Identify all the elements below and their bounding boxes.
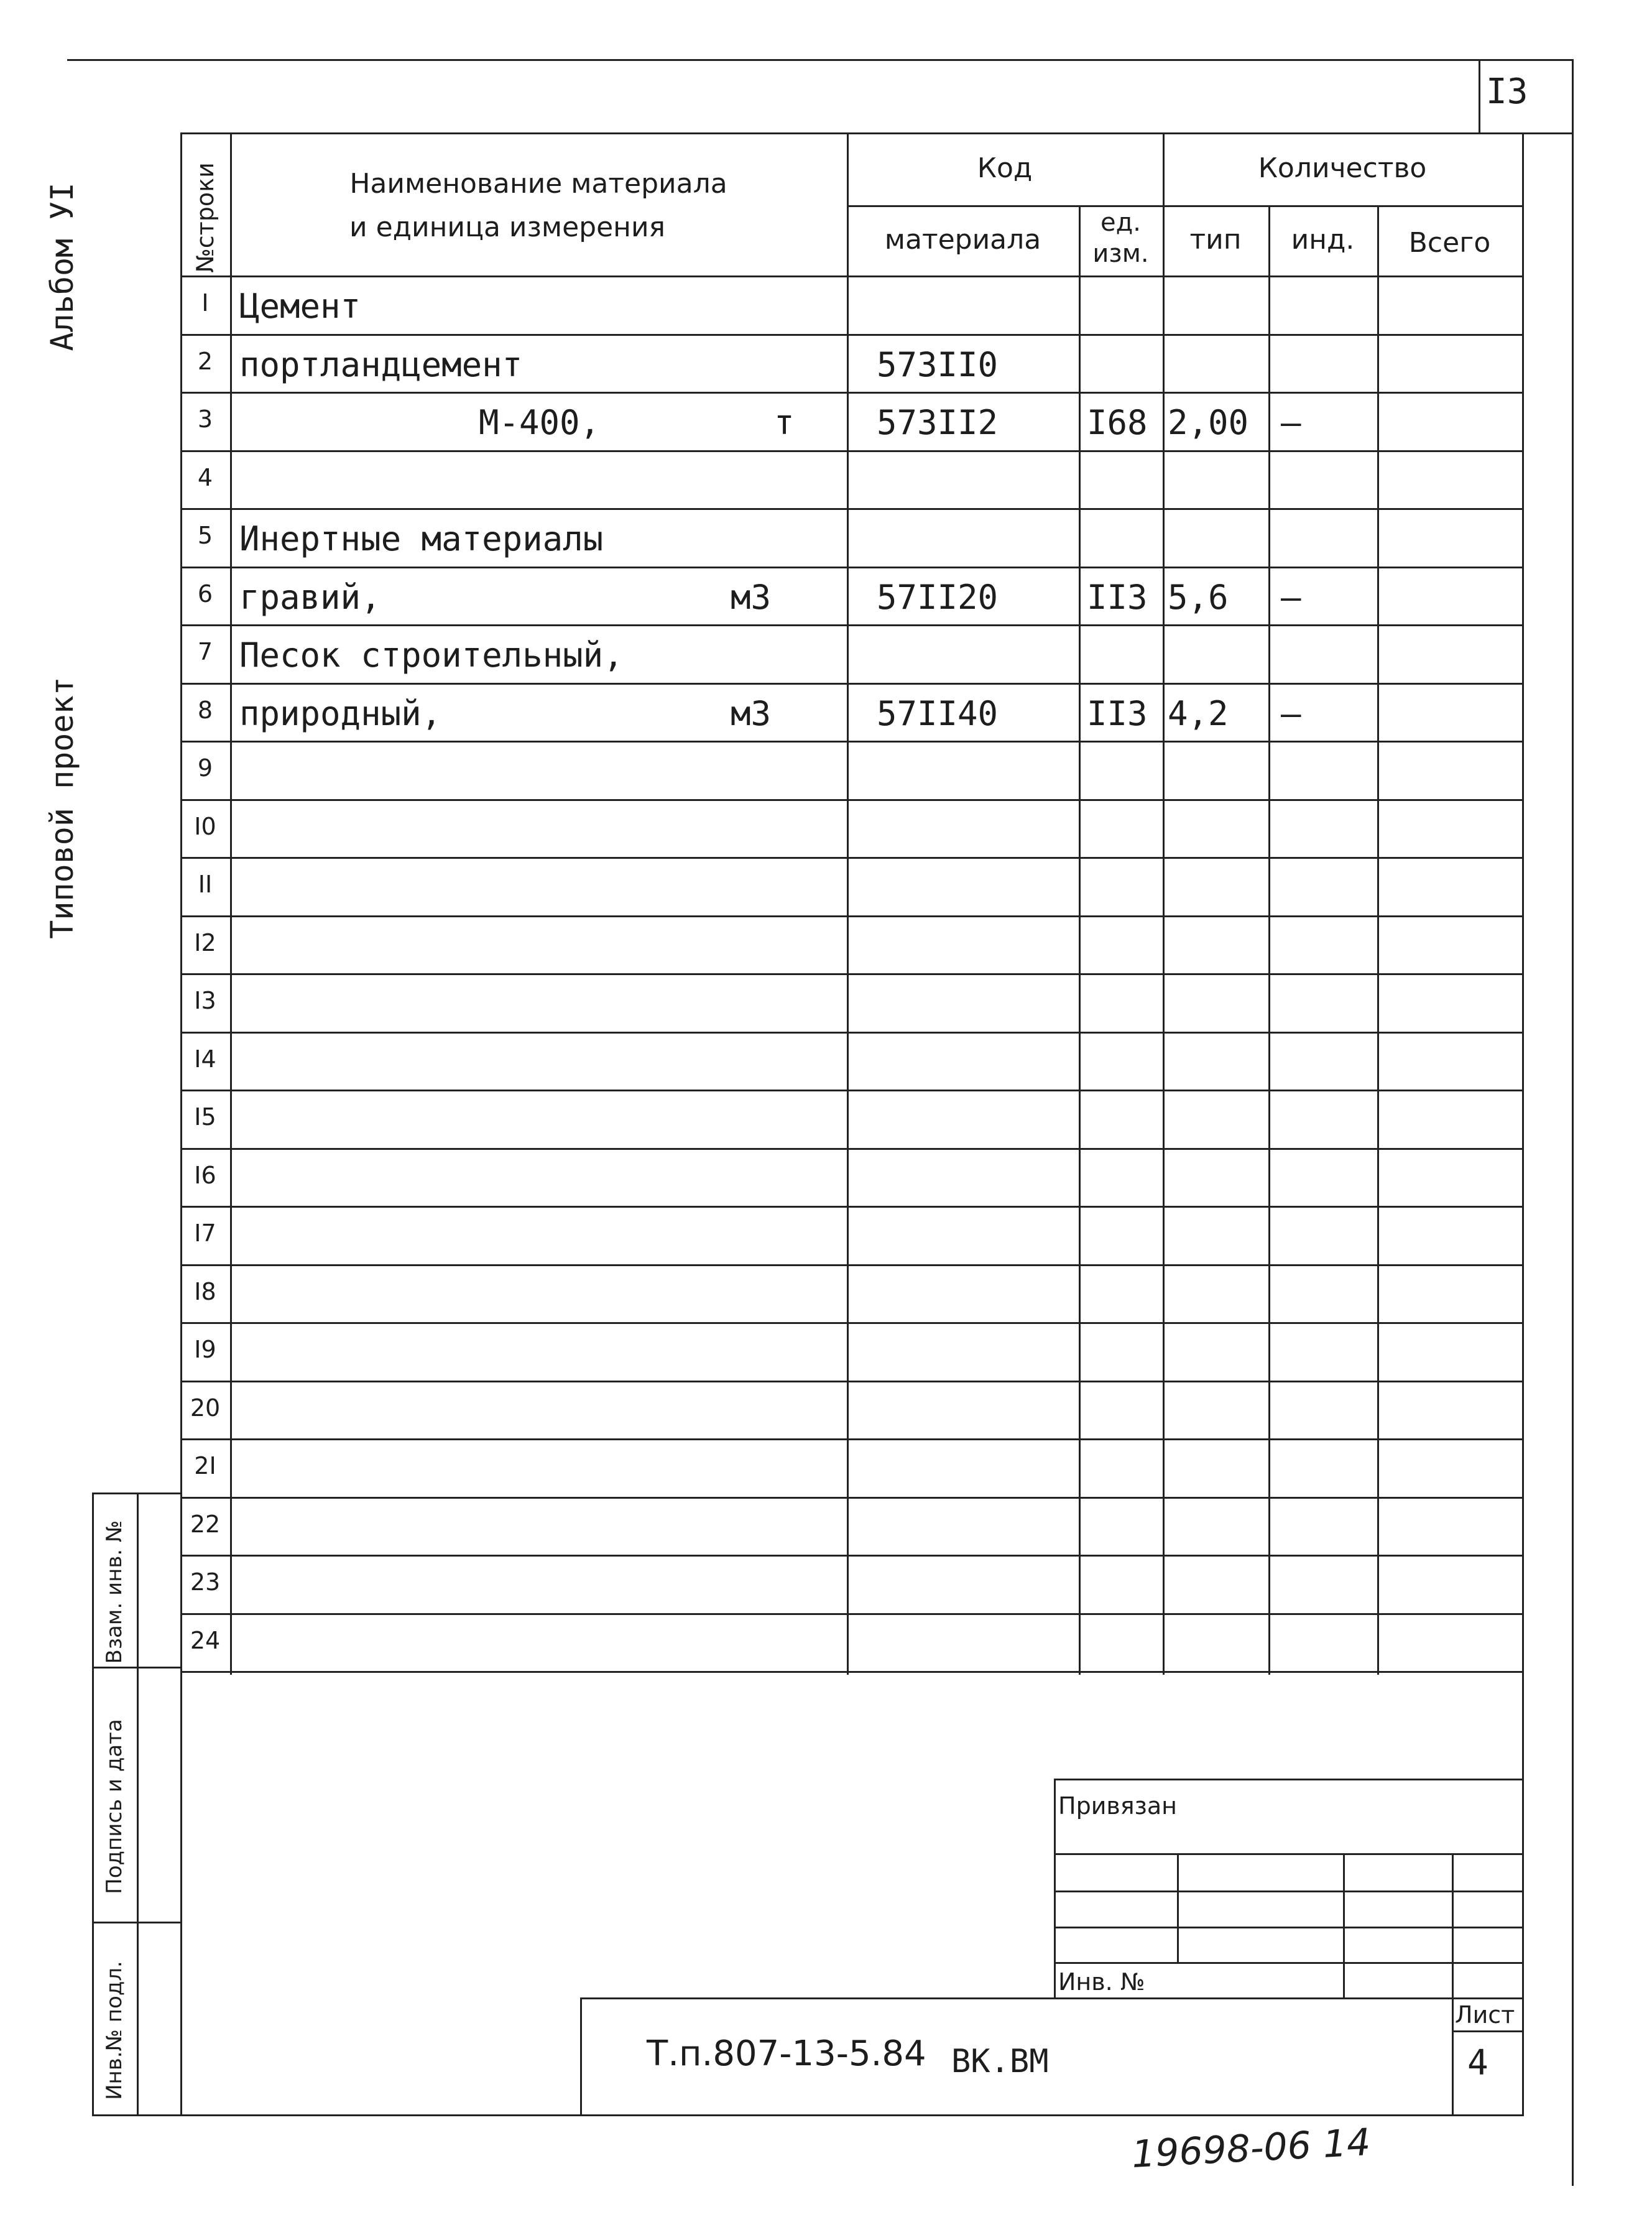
material-code: 57II20 — [877, 577, 999, 617]
header-q-type: тип — [1189, 224, 1242, 256]
list-label: Лист — [1455, 2001, 1515, 2029]
material-name: Цемент — [239, 287, 361, 326]
row-number: I0 — [194, 812, 216, 840]
stamp-col3 — [1452, 1853, 1454, 1997]
row-number: 3 — [197, 405, 213, 433]
row-number: 2I — [194, 1452, 216, 1479]
row-line — [180, 1206, 1523, 1208]
material-name: Инертные материалы — [239, 519, 604, 558]
row-line — [180, 334, 1523, 336]
header-mid-line — [847, 205, 1523, 207]
material-unit: м3 — [731, 693, 772, 733]
row-number: 4 — [197, 463, 213, 491]
row-number: 24 — [190, 1626, 221, 1654]
unit-code: II3 — [1087, 577, 1148, 617]
quantity-ind: – — [1281, 693, 1301, 733]
top-border — [67, 59, 1574, 61]
quantity-ind: – — [1281, 577, 1301, 617]
row-number: 20 — [190, 1394, 221, 1422]
row-number: I — [201, 289, 209, 317]
header-q-total: Всего — [1408, 227, 1491, 259]
side-block-top — [92, 1493, 182, 1494]
row-number: 9 — [197, 754, 213, 782]
row-number: I3 — [194, 987, 216, 1014]
title-block-top — [580, 1997, 1523, 1999]
col-code-right — [1079, 205, 1081, 1675]
header-code-material: материала — [884, 224, 1041, 256]
header-code-unit-1: ед. — [1101, 208, 1141, 237]
side-podpis-label: Подпись и дата — [102, 1719, 127, 1894]
row-line — [180, 799, 1523, 801]
col-tip-right — [1268, 205, 1270, 1675]
stamp-top — [1054, 1779, 1523, 1780]
title-block-left — [580, 1997, 582, 2116]
row-line — [180, 973, 1523, 975]
header-name-line2: и единица измерения — [349, 211, 666, 243]
row-number: I8 — [194, 1277, 216, 1305]
row-line — [180, 1555, 1523, 1557]
quantity-ind: – — [1281, 403, 1301, 442]
header-q-ind: инд. — [1291, 224, 1355, 256]
unit-code: II3 — [1087, 693, 1148, 733]
row-number: I2 — [194, 928, 216, 956]
side-block-mid — [137, 1493, 139, 2114]
row-number: I5 — [194, 1103, 216, 1131]
row-line — [180, 857, 1523, 859]
row-line — [180, 508, 1523, 510]
row-number: I6 — [194, 1161, 216, 1189]
stamp-privyazan: Привязан — [1058, 1792, 1177, 1820]
footer-number: 19698-06 14 — [1130, 2120, 1372, 2177]
material-name: гравий, — [239, 577, 381, 617]
table-right — [1522, 132, 1524, 2116]
row-number: I7 — [194, 1220, 216, 1247]
row-number: I4 — [194, 1045, 216, 1073]
side-project-label: Типовой проект — [44, 677, 80, 939]
row-number: 5 — [197, 522, 213, 549]
col-ind-right — [1377, 205, 1379, 1675]
side-block-left — [92, 1493, 94, 2114]
row-line — [180, 1032, 1523, 1034]
row-number: II — [198, 871, 213, 898]
quantity-type: 2,00 — [1168, 403, 1249, 442]
header-quantity: Количество — [1258, 152, 1427, 184]
frame-right — [1572, 59, 1574, 2186]
unit-code: I68 — [1087, 403, 1148, 442]
doc-mark: ВК.ВМ — [951, 2043, 1049, 2080]
list-box-left — [1452, 1997, 1454, 2116]
row-line — [180, 567, 1523, 568]
row-line — [180, 1438, 1523, 1440]
row-number: 6 — [197, 580, 213, 608]
material-code: 573II2 — [877, 403, 999, 442]
material-name: М-400, — [479, 403, 601, 442]
quantity-type: 5,6 — [1168, 577, 1229, 617]
row-number: 7 — [197, 638, 213, 665]
sheet-box-left — [1479, 59, 1480, 134]
row-line — [180, 1264, 1523, 1266]
row-line — [180, 1381, 1523, 1382]
row-number: 22 — [190, 1510, 221, 1538]
material-name: портландцемент — [239, 345, 523, 384]
header-code: Код — [977, 152, 1033, 184]
col-name-right — [847, 132, 849, 1675]
row-number: 8 — [197, 696, 213, 724]
row-line — [180, 741, 1523, 743]
material-unit: м3 — [731, 577, 772, 617]
row-line — [180, 683, 1523, 685]
row-line — [180, 1671, 1523, 1673]
side-inv-podl-label: Инв.№ подл. — [102, 1961, 127, 2100]
side-album-label: Альбом УI — [44, 182, 80, 351]
stamp-col1 — [1177, 1853, 1179, 1962]
stamp-col2 — [1343, 1853, 1345, 1997]
row-line — [180, 1497, 1523, 1499]
sheet-number: I3 — [1486, 72, 1528, 112]
col-ed-right — [1163, 132, 1165, 1675]
list-box-sep — [1452, 2030, 1523, 2032]
row-line — [180, 624, 1523, 626]
material-name: Песок строительный, — [239, 636, 624, 675]
row-line — [180, 1090, 1523, 1091]
quantity-type: 4,2 — [1168, 693, 1229, 733]
header-bottom-line — [180, 275, 1523, 277]
doc-code: Т.п.807-13-5.84 — [647, 2034, 926, 2074]
row-line — [180, 1613, 1523, 1615]
row-number: 2 — [197, 347, 213, 375]
header-code-unit-2: изм. — [1092, 239, 1149, 268]
material-code: 573II0 — [877, 345, 999, 384]
header-rowno: №строки — [192, 162, 219, 273]
row-number: I9 — [194, 1336, 216, 1363]
row-number: 23 — [190, 1568, 221, 1596]
table-left — [180, 132, 182, 2116]
side-vzam-label: Взам. инв. № — [102, 1520, 127, 1664]
material-code: 57II40 — [877, 693, 999, 733]
row-line — [180, 915, 1523, 917]
row-line — [180, 1148, 1523, 1150]
header-name-line1: Наименование материала — [349, 168, 727, 200]
row-line — [180, 450, 1523, 452]
material-unit: т — [774, 403, 795, 442]
table-bottom — [92, 2114, 1524, 2116]
frame-top — [180, 132, 1573, 134]
stamp-left — [1054, 1779, 1056, 1997]
list-value: 4 — [1467, 2043, 1488, 2083]
row-line — [180, 392, 1523, 394]
col-rowno-right — [230, 132, 232, 1675]
material-name: природный, — [239, 693, 442, 733]
stamp-inv-no: Инв. № — [1058, 1968, 1145, 1996]
row-line — [180, 1322, 1523, 1324]
